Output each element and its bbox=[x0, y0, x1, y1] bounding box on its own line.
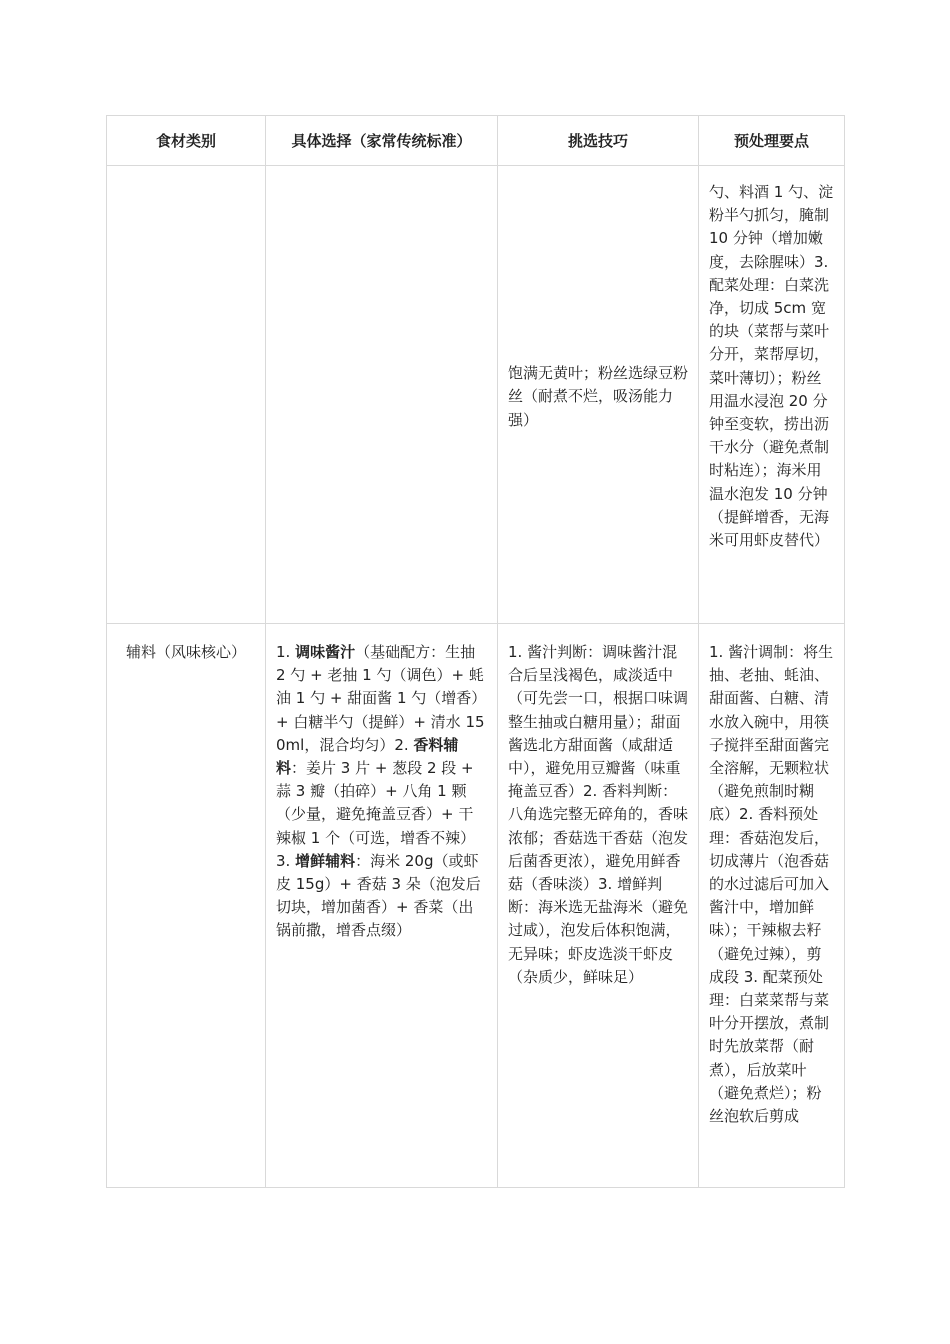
bold-term: 调味酱汁 bbox=[295, 643, 356, 661]
cell-category bbox=[107, 166, 266, 624]
header-tips: 挑选技巧 bbox=[498, 116, 699, 166]
cell-prep: 勺、料酒 1 勺、淀粉半勺抓匀，腌制 10 分钟（增加嫩度，去除腥味）3. 配菜处理：白菜洗净，切成 5cm 宽的块（菜帮与菜叶分开，菜帮厚切，菜叶薄切）；粉丝用温水浸泡 20 分钟至变软，捞出沥干水分（避免煮制时粘连）；海米用温水泡发 10 分钟（提鲜增香，无海米可用虾皮替代） bbox=[699, 166, 845, 624]
bold-term: 增鲜辅料 bbox=[295, 851, 356, 870]
table-header-row bbox=[107, 116, 845, 166]
ingredient-table bbox=[106, 115, 845, 1188]
header-category: 食材类别 bbox=[107, 116, 266, 166]
cell-selection bbox=[266, 166, 498, 624]
cell-tips: 1. 酱汁判断：调味酱汁混合后呈浅褐色，咸淡适中（可先尝一口，根据口味调整生抽或白糖用量）；甜面酱选北方甜面酱（咸甜适中），避免用豆瓣酱（味重掩盖豆香）2. 香料判断：八角选完整无碎角的，香味浓郁；香菇选干香菇（泡发后菌香更浓），避免用鲜香菇（香味淡）3. 增鲜判断：海米选无盐海米（避免过咸），泡发后体积饱满，无异味；虾皮选淡干虾皮（杂质少，鲜味足） bbox=[498, 624, 699, 1188]
table-row bbox=[107, 624, 845, 1188]
header-selection: 具体选择（家常传统标准） bbox=[266, 116, 498, 166]
item-text: ：姜片 3 片 + 葱段 2 段 + 蒜 3 瓣（拍碎）+ 八角 1 颗（少量，避免掩盖豆香）+ 干辣椒 1 个（可选，增香不辣）3. bbox=[276, 759, 476, 870]
cell-tips: 饱满无黄叶；粉丝选绿豆粉丝（耐煮不烂，吸汤能力强） bbox=[498, 166, 699, 624]
cell-category: 辅料（风味核心） bbox=[107, 624, 266, 1188]
item-number: 1. bbox=[276, 643, 296, 661]
header-prep: 预处理要点 bbox=[699, 116, 845, 166]
item-text: ：海米 20g（或虾皮 15g）+ 香菇 3 朵（泡发后切块，增加菌香）+ 香菜（出锅前撒，增香点缀） bbox=[276, 851, 481, 940]
bold-term: 香料辅料 bbox=[276, 735, 459, 778]
item-text: （基础配方：生抽 2 勺 + 老抽 1 勺（调色）+ 蚝油 1 勺 + 甜面酱 1 勺（增香）+ 白糖半勺（提鲜）+ 清水 150ml，混合均匀）2. bbox=[276, 643, 487, 754]
cell-prep: 1. 酱汁调制：将生抽、老抽、蚝油、甜面酱、白糖、清水放入碗中，用筷子搅拌至甜面酱完全溶解，无颗粒状（避免煎制时糊底）2. 香料预处理：香菇泡发后，切成薄片（泡香菇的水过滤后可加入酱汁中，增加鲜味）；干辣椒去籽（避免过辣），剪成段 3. 配菜预处理：白菜菜帮与菜叶分开摆放，煮制时先放菜帮（耐煮），后放菜叶（避免煮烂）；粉丝泡软后剪成 bbox=[699, 624, 845, 1188]
cell-selection bbox=[266, 624, 498, 1188]
table-row bbox=[107, 166, 845, 624]
